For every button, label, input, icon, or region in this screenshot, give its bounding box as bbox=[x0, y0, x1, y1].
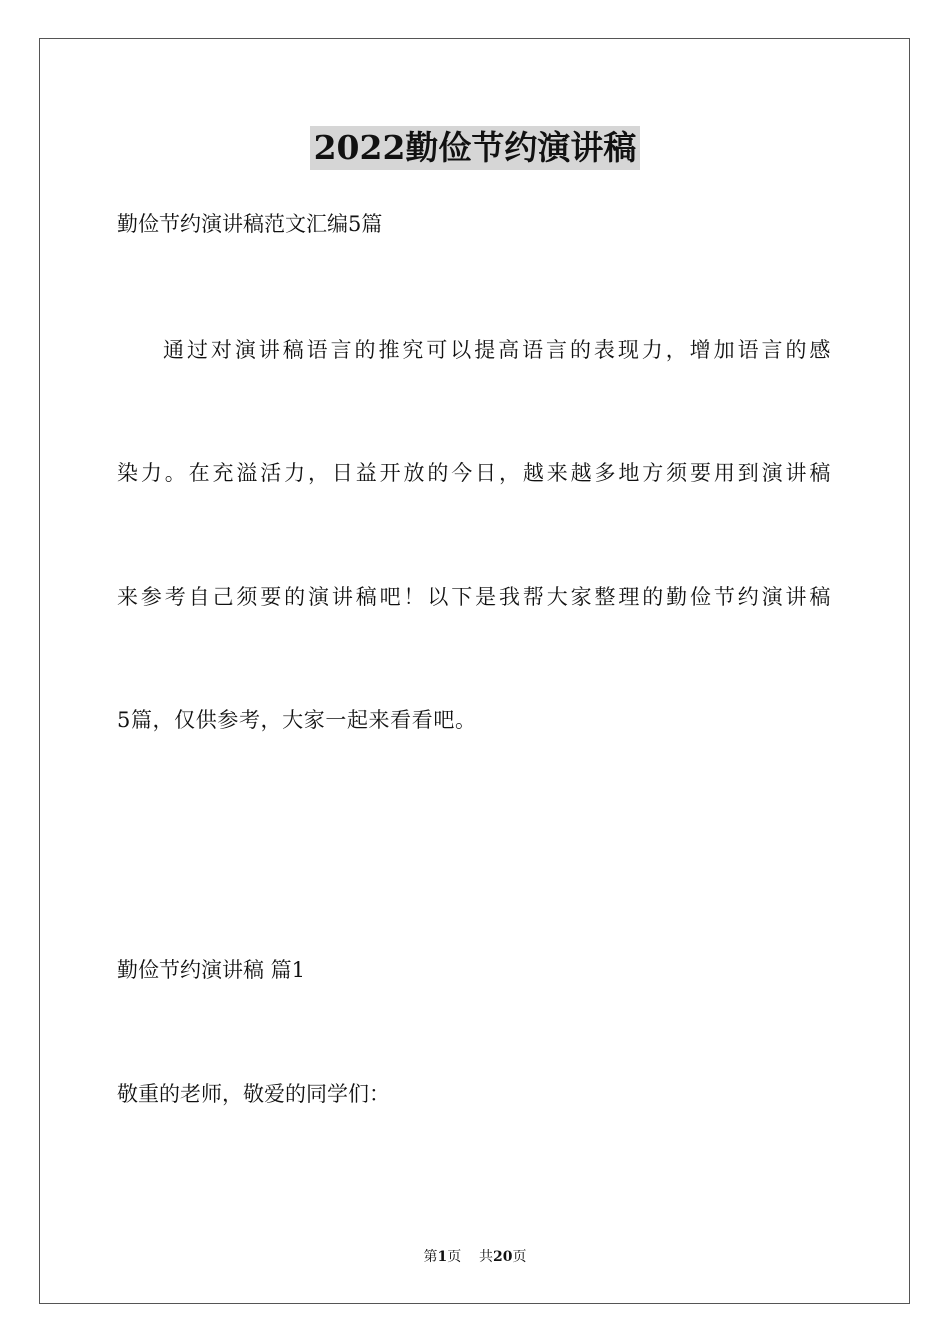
intro-line-4: 5篇，仅供参考，大家一起来看看吧。 bbox=[117, 708, 477, 732]
footer-total-prefix: 共 bbox=[479, 1249, 494, 1265]
page-footer bbox=[0, 1248, 950, 1266]
footer-total-pages: 20 bbox=[493, 1249, 513, 1265]
footer-page-number: 1 bbox=[437, 1249, 448, 1265]
footer-total-suffix: 页 bbox=[512, 1249, 527, 1265]
greeting-line: 敬重的老师，敬爱的同学们： bbox=[117, 1082, 390, 1106]
intro-line-3: 来参考自己须要的演讲稿吧！以下是我帮大家整理的勤俭节约演讲稿 bbox=[117, 585, 831, 609]
document-title-wrap bbox=[0, 126, 950, 170]
footer-page-suffix: 页 bbox=[447, 1249, 462, 1265]
intro-line-1: 通过对演讲稿语言的推究可以提高语言的表现力，增加语言的感 bbox=[163, 338, 831, 362]
document-title: 2022勤俭节约演讲稿 bbox=[310, 126, 641, 170]
intro-line-2: 染力。在充溢活力，日益开放的今日，越来越多地方须要用到演讲稿 bbox=[117, 461, 831, 485]
footer-page-prefix: 第 bbox=[423, 1249, 438, 1265]
section-heading: 勤俭节约演讲稿 篇1 bbox=[117, 958, 306, 982]
document-subtitle: 勤俭节约演讲稿范文汇编5篇 bbox=[117, 212, 383, 236]
